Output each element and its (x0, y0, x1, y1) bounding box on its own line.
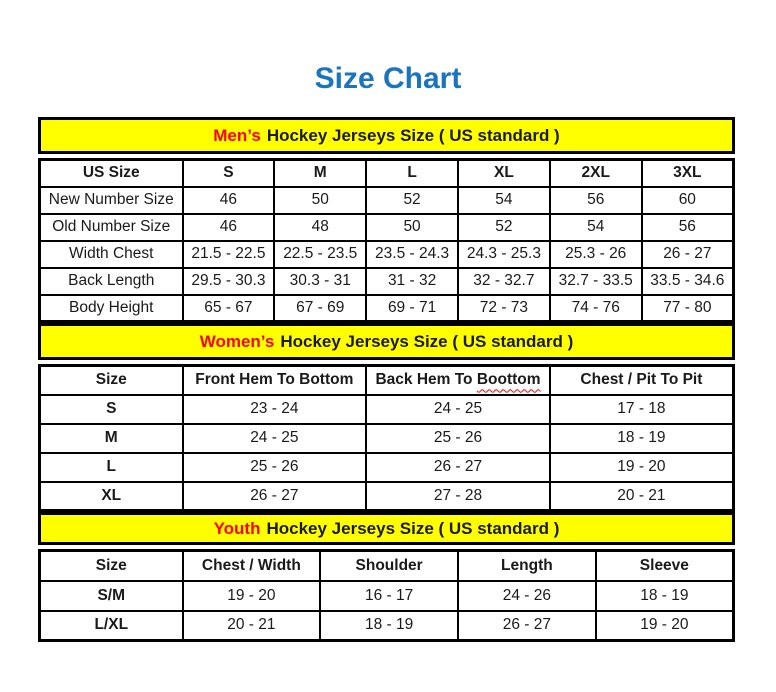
value-cell: 18 - 19 (320, 611, 458, 641)
column-header-cell: Front Hem To Bottom (183, 366, 367, 395)
value-cell: 24 - 25 (366, 395, 550, 424)
value-cell: 26 - 27 (458, 611, 596, 641)
size-chart (38, 117, 735, 642)
table-row (40, 482, 734, 511)
page-title: Size Chart (314, 62, 462, 95)
column-header-cell: Chest / Width (183, 551, 321, 581)
column-header-cell: 2XL (550, 160, 642, 187)
value-cell: 54 (550, 214, 642, 241)
row-label-cell: S (40, 395, 183, 424)
value-cell: 60 (642, 187, 734, 214)
column-header-cell: Size (40, 551, 183, 581)
table-row (40, 295, 734, 322)
value-cell: 56 (550, 187, 642, 214)
value-cell: 27 - 28 (366, 482, 550, 511)
value-cell: 26 - 27 (366, 453, 550, 482)
row-label-cell: S/M (40, 581, 183, 611)
table-row (40, 241, 734, 268)
table-row (40, 187, 734, 214)
value-cell: 74 - 76 (550, 295, 642, 322)
column-header-cell: 3XL (642, 160, 734, 187)
value-cell: 33.5 - 34.6 (642, 268, 734, 295)
value-cell: 25.3 - 26 (550, 241, 642, 268)
size-table-youth (38, 549, 735, 642)
table-row (40, 581, 734, 611)
value-cell: 65 - 67 (183, 295, 275, 322)
value-cell: 25 - 26 (366, 424, 550, 453)
table-row (40, 395, 734, 424)
value-cell: 32 - 32.7 (458, 268, 550, 295)
column-header-cell: Length (458, 551, 596, 581)
row-label-cell: Back Length (40, 268, 183, 295)
size-table-mens (38, 158, 735, 323)
value-cell: 69 - 71 (366, 295, 458, 322)
misspelled-word: Boottom (476, 371, 541, 389)
value-cell: 16 - 17 (320, 581, 458, 611)
value-cell: 72 - 73 (458, 295, 550, 322)
table-row (40, 214, 734, 241)
column-header-text: Back Hem To (375, 371, 477, 389)
value-cell: 25 - 26 (183, 453, 367, 482)
column-header-cell: L (366, 160, 458, 187)
value-cell: 46 (183, 214, 275, 241)
value-cell: 19 - 20 (550, 453, 734, 482)
value-cell: 32.7 - 33.5 (550, 268, 642, 295)
size-table-womens (38, 364, 735, 512)
section-heading-text: Hockey Jerseys Size ( US standard ) (266, 125, 560, 145)
value-cell: 56 (642, 214, 734, 241)
value-cell: 24 - 26 (458, 581, 596, 611)
header-row (40, 551, 734, 581)
column-header-cell: US Size (40, 160, 183, 187)
row-label-cell: M (40, 424, 183, 453)
value-cell: 77 - 80 (642, 295, 734, 322)
value-cell: 24 - 25 (183, 424, 367, 453)
value-cell: 17 - 18 (550, 395, 734, 424)
table-row (40, 611, 734, 641)
section-band-youth (38, 512, 735, 545)
value-cell: 50 (274, 187, 366, 214)
value-cell: 18 - 19 (550, 424, 734, 453)
value-cell: 52 (366, 187, 458, 214)
row-label-cell: Body Height (40, 295, 183, 322)
section-heading-accent: Men’s (213, 125, 261, 145)
value-cell: 20 - 21 (550, 482, 734, 511)
column-header-cell: M (274, 160, 366, 187)
value-cell: 24.3 - 25.3 (458, 241, 550, 268)
row-label-cell: L (40, 453, 183, 482)
row-label-cell: XL (40, 482, 183, 511)
row-label-cell: L/XL (40, 611, 183, 641)
column-header-cell: Chest / Pit To Pit (550, 366, 734, 395)
column-header-cell: Sleeve (596, 551, 734, 581)
value-cell: 23 - 24 (183, 395, 367, 424)
row-label-cell: New Number Size (40, 187, 183, 214)
row-label-cell: Width Chest (40, 241, 183, 268)
column-header-cell: Shoulder (320, 551, 458, 581)
value-cell: 20 - 21 (183, 611, 321, 641)
value-cell: 50 (366, 214, 458, 241)
value-cell: 31 - 32 (366, 268, 458, 295)
value-cell: 26 - 27 (183, 482, 367, 511)
table-row (40, 453, 734, 482)
header-row (40, 366, 734, 395)
header-row (40, 160, 734, 187)
section-band-mens (38, 117, 735, 154)
value-cell: 67 - 69 (274, 295, 366, 322)
column-header-cell (366, 366, 550, 395)
value-cell: 46 (183, 187, 275, 214)
value-cell: 18 - 19 (596, 581, 734, 611)
value-cell: 23.5 - 24.3 (366, 241, 458, 268)
column-header-cell: Size (40, 366, 183, 395)
column-header-cell: XL (458, 160, 550, 187)
section-heading-text: Hockey Jerseys Size ( US standard ) (266, 518, 560, 538)
section-heading-text: Hockey Jerseys Size ( US standard ) (280, 331, 574, 351)
table-row (40, 268, 734, 295)
value-cell: 21.5 - 22.5 (183, 241, 275, 268)
value-cell: 52 (458, 214, 550, 241)
value-cell: 48 (274, 214, 366, 241)
value-cell: 54 (458, 187, 550, 214)
value-cell: 19 - 20 (183, 581, 321, 611)
value-cell: 29.5 - 30.3 (183, 268, 275, 295)
value-cell: 30.3 - 31 (274, 268, 366, 295)
section-band-womens (38, 323, 735, 360)
section-heading-accent: Women’s (199, 331, 275, 351)
column-header-cell: S (183, 160, 275, 187)
table-row (40, 424, 734, 453)
value-cell: 26 - 27 (642, 241, 734, 268)
row-label-cell: Old Number Size (40, 214, 183, 241)
value-cell: 19 - 20 (596, 611, 734, 641)
value-cell: 22.5 - 23.5 (274, 241, 366, 268)
section-heading-accent: Youth (213, 518, 261, 538)
